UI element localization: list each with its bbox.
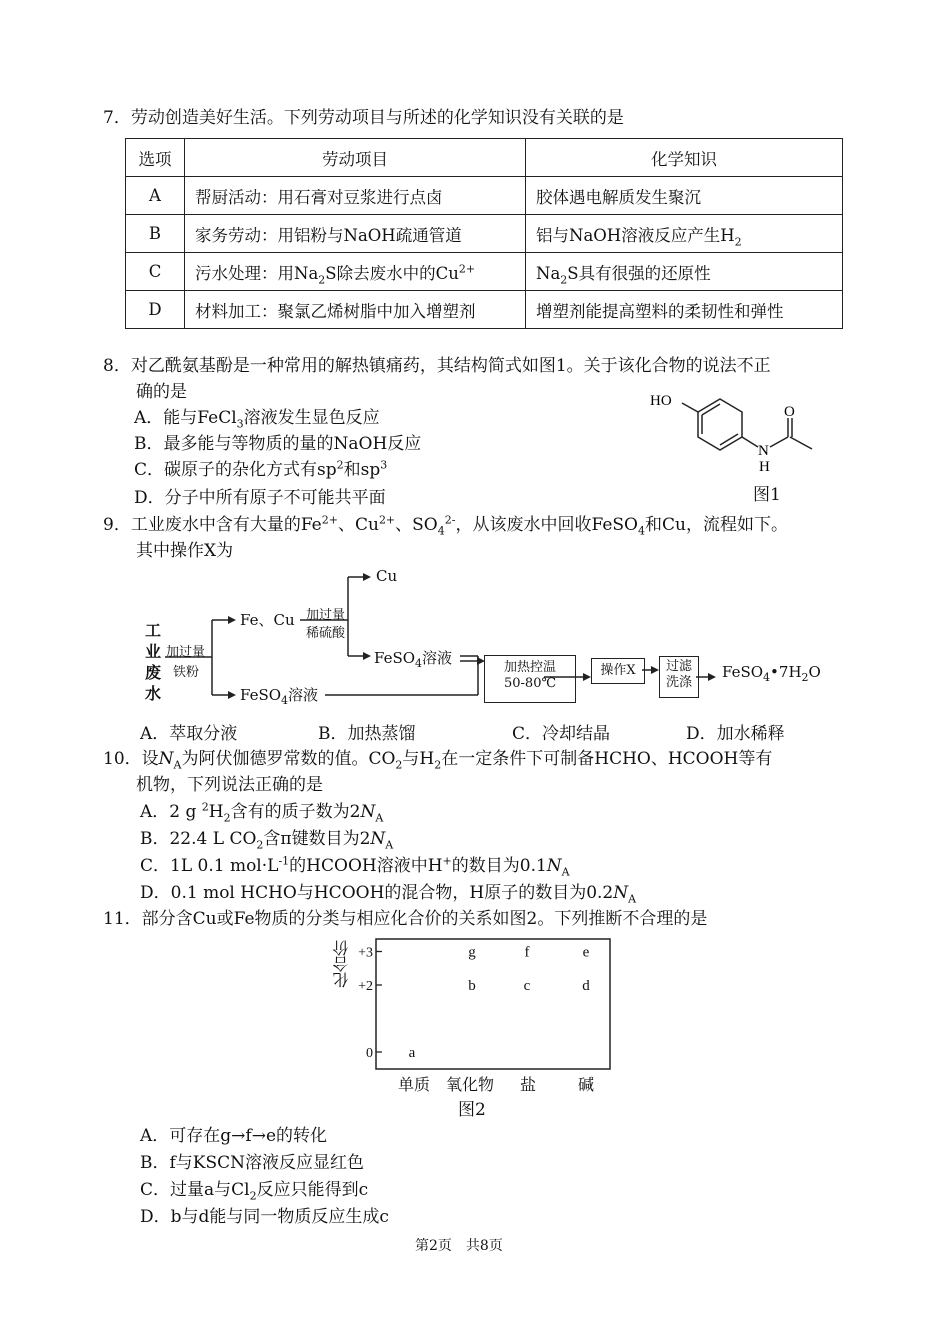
chart-point-c: c [523,978,531,994]
flow-step2-top-label: 加过量 [306,608,346,623]
row-option: A [126,177,185,215]
flow-feso4-solution-top: FeSO$_4$溶液 [374,649,453,670]
q11-option-a: A．可存在g→f→e的转化 [140,1126,327,1146]
q8-option-d: D．分子中所有原子不可能共平面 [134,488,386,508]
q9-option-b: B．加热蒸馏 [318,724,416,744]
q8-option-a: A．能与FeCl$_3$溶液发生显色反应 [134,408,380,431]
row-knowledge: $Na_2S$具有很强的还原性 [526,253,843,291]
table-row [126,215,843,253]
q11-option-c: C．过量a与$Cl_2$反应只能得到c [140,1180,369,1203]
chart-xtick: 单质 [398,1075,431,1094]
flow-step1-top-label: 加过量 [166,645,206,660]
q11-chart [350,935,630,1095]
q10-option-a: A．2 g $^2H_2$含有的质子数为$2N_A$ [140,800,384,825]
fig1-o-label: O [784,404,795,420]
flow-box-heat-control: 加热控温 50-80℃ [484,655,576,703]
q9-option-d: D．加水稀释 [686,724,785,744]
q10-option-c: C．1L 0.1 $mol\cdot L^{-1}$的HCOOH溶液中H+的数目为$0.1N_A$ [140,854,570,879]
row-option: C [126,253,185,291]
q11-stem: 11．部分含Cu或Fe物质的分类与相应化合价的关系如图2。下列推断不合理的是 [103,909,708,929]
chart-ytick-label: +2 [358,979,373,994]
chart-point-g: g [468,944,476,961]
q10-stem-line2: 机物，下列说法正确的是 [136,775,323,795]
q10-option-d: D．0.1 mol HCHO与HCOOH的混合物，H原子的数目为$0.2N_A$ [140,883,637,906]
chart-point-d: d [582,978,590,994]
chart-point-e: e [582,944,590,961]
q7-stem: 7．劳动创造美好生活。下列劳动项目与所述的化学知识没有关联的是 [103,108,624,128]
chart-point-b: b [468,978,476,994]
flow-fe-cu: Fe、Cu [240,611,295,629]
chart-point-f: f [524,944,530,961]
row-item: 帮厨活动：用石膏对豆浆进行点卤 [185,177,526,215]
row-knowledge: 增塑剂能提高塑料的柔韧性和弹性 [526,291,843,329]
q9-stem-line2: 其中操作X为 [136,541,234,561]
flow-source-wastewater: 工 业 废 水 [145,621,162,703]
fig1-h-label: H [759,459,770,475]
table-row [126,177,843,215]
page-footer: 第2页 共8页 [415,1238,503,1254]
q9-option-a: A．萃取分液 [140,724,238,744]
row-item: 材料加工：聚氯乙烯树脂中加入增塑剂 [185,291,526,329]
acetaminophen-structure-figure [640,385,840,480]
row-knowledge: 胶体遇电解质发生聚沉 [526,177,843,215]
flow-feso4-solution-bottom: FeSO$_4$溶液 [240,686,319,707]
row-knowledge: 铝与NaOH溶液反应产生$H_2$ [526,215,843,253]
fig1-caption: 图1 [753,485,781,505]
chart-xtick: 碱 [578,1075,595,1094]
row-option: D [126,291,185,329]
q10-option-b: B．22.4 L $CO_2$含π键数目为$2N_A$ [140,829,394,852]
q8-stem-line2: 确的是 [136,382,187,402]
table-header-item: 劳动项目 [185,139,526,177]
row-item: 污水处理：用$Na_2S$除去废水中的$Cu^{2+}$ [185,253,526,291]
chart-point-a: a [408,1045,416,1061]
chart-xticks [394,1072,614,1094]
row-item: 家务劳动：用铝粉与NaOH疏通管道 [185,215,526,253]
flow-cu-product: Cu [376,567,398,585]
fig2-caption: 图2 [458,1100,486,1120]
q8-option-b: B．最多能与等物质的量的NaOH反应 [134,434,422,454]
flow-step1-bottom-label: 铁粉 [173,665,200,680]
flow-box-operation-x: 操作X [591,658,645,684]
fig1-n-label: N [758,443,769,459]
q9-option-c: C．冷却结晶 [512,724,611,744]
q8-stem-line1: 8．对乙酰氨基酚是一种常用的解热镇痛药，其结构简式如图1。关于该化合物的说法不正 [103,356,771,376]
table-header-row [126,139,843,177]
q10-stem-line1: 10．设$N_A$为阿伏伽德罗常数的值。$CO_2$与$H_2$在一定条件下可制备HCHO、HCOOH等有 [103,749,773,772]
benzene-ring [698,399,742,450]
chart-ytick-label: 0 [366,1046,373,1061]
chart-ylabel: 化合价 [331,940,351,988]
q11-option-d: D．b与d能与同一物质反应生成c [140,1207,389,1227]
q9-stem-line1: 9．工业废水中含有大量的$Fe^{2+}$、$Cu^{2+}$、$SO_4^{2-}$，从该废水中回收FeSO$_4$和Cu，流程如下。 [103,513,788,538]
flow-box-filter-wash: 过滤 洗涤 [659,656,699,698]
q8-option-c: C．碳原子的杂化方式有$sp^2$和$sp^3$ [134,458,388,480]
fig1-ho-label: HO [650,393,672,409]
table-row [126,253,843,291]
chart-xtick: 盐 [520,1075,537,1094]
q7-table [125,138,843,329]
flow-final-product: $FeSO_4•7H_2O$ [722,663,821,684]
table-header-option: 选项 [126,139,185,177]
chart-xtick: 氧化物 [446,1075,495,1094]
table-row [126,291,843,329]
row-option: B [126,215,185,253]
flow-step2-bottom-label: 稀硫酸 [306,626,346,641]
q11-option-b: B．f与KSCN溶液反应显红色 [140,1153,365,1173]
chart-ytick-label: +3 [358,945,373,961]
table-header-knowledge: 化学知识 [526,139,843,177]
